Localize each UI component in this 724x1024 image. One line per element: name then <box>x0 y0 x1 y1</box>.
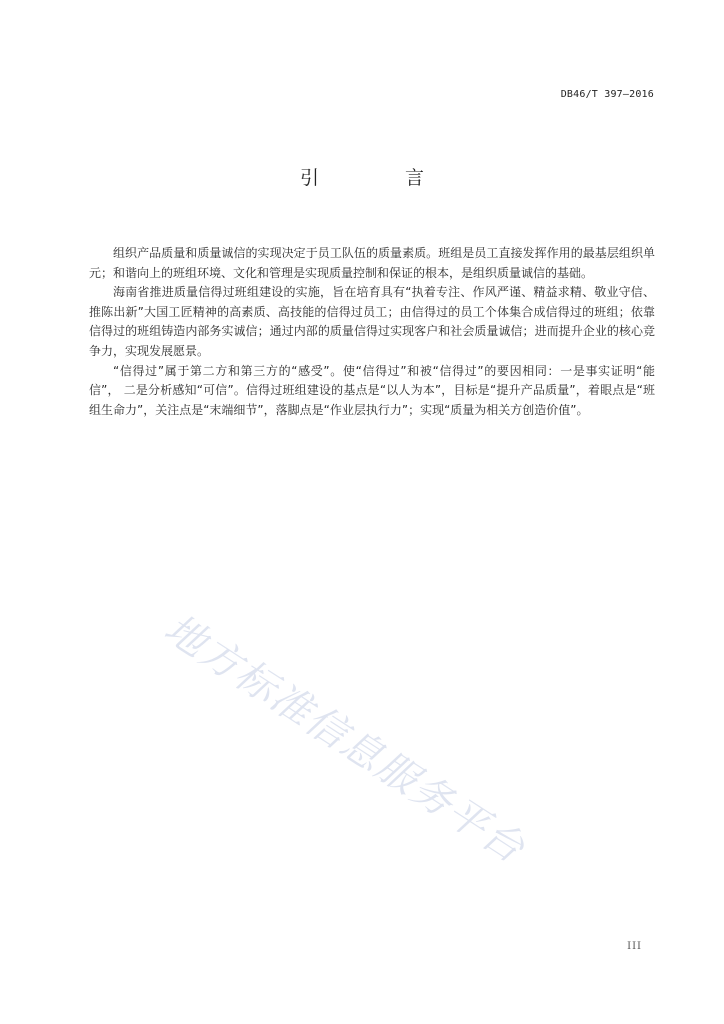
introduction-body <box>89 244 655 420</box>
paragraph-1: 组织产品质量和质量诚信的实现决定于员工队伍的质量素质。班组是员工直接发挥作用的最基层组织单元；和谐向上的班组环境、文化和管理是实现质量控制和保证的根本，是组织质量诚信的基础。 <box>89 246 655 280</box>
section-title: 引 言 <box>299 167 465 189</box>
page-number: III <box>627 941 642 952</box>
document-code: DB46/T 397—2016 <box>560 89 654 100</box>
paragraph-2: 海南省推进质量信得过班组建设的实施，旨在培育具有“执着专注、作风严谨、精益求精、敬业守信、推陈出新”大国工匠精神的高素质、高技能的信得过员工；由信得过的员工个体集合成信得过的班组；依靠信得过的班组铸造内部务实诚信；通过内部的质量信得过实现客户和社会质量诚信；进而提升企业的核心竞争力，实现发展愿景。 <box>89 285 655 358</box>
watermark: 地方标准信息服务平台 <box>156 605 534 873</box>
paragraph-3: “信得过”属于第二方和第三方的“感受”。使“信得过”和被“信得过”的要因相同：一是事实证明“能信”， 二是分析感知“可信”。信得过班组建设的基点是“以人为本”，目标是“提升产品质量”，着眼点是“班组生命力”，关注点是“末端细节”，落脚点是“作业层执行力”；实现“质量为相关方创造价值”。 <box>89 363 655 417</box>
